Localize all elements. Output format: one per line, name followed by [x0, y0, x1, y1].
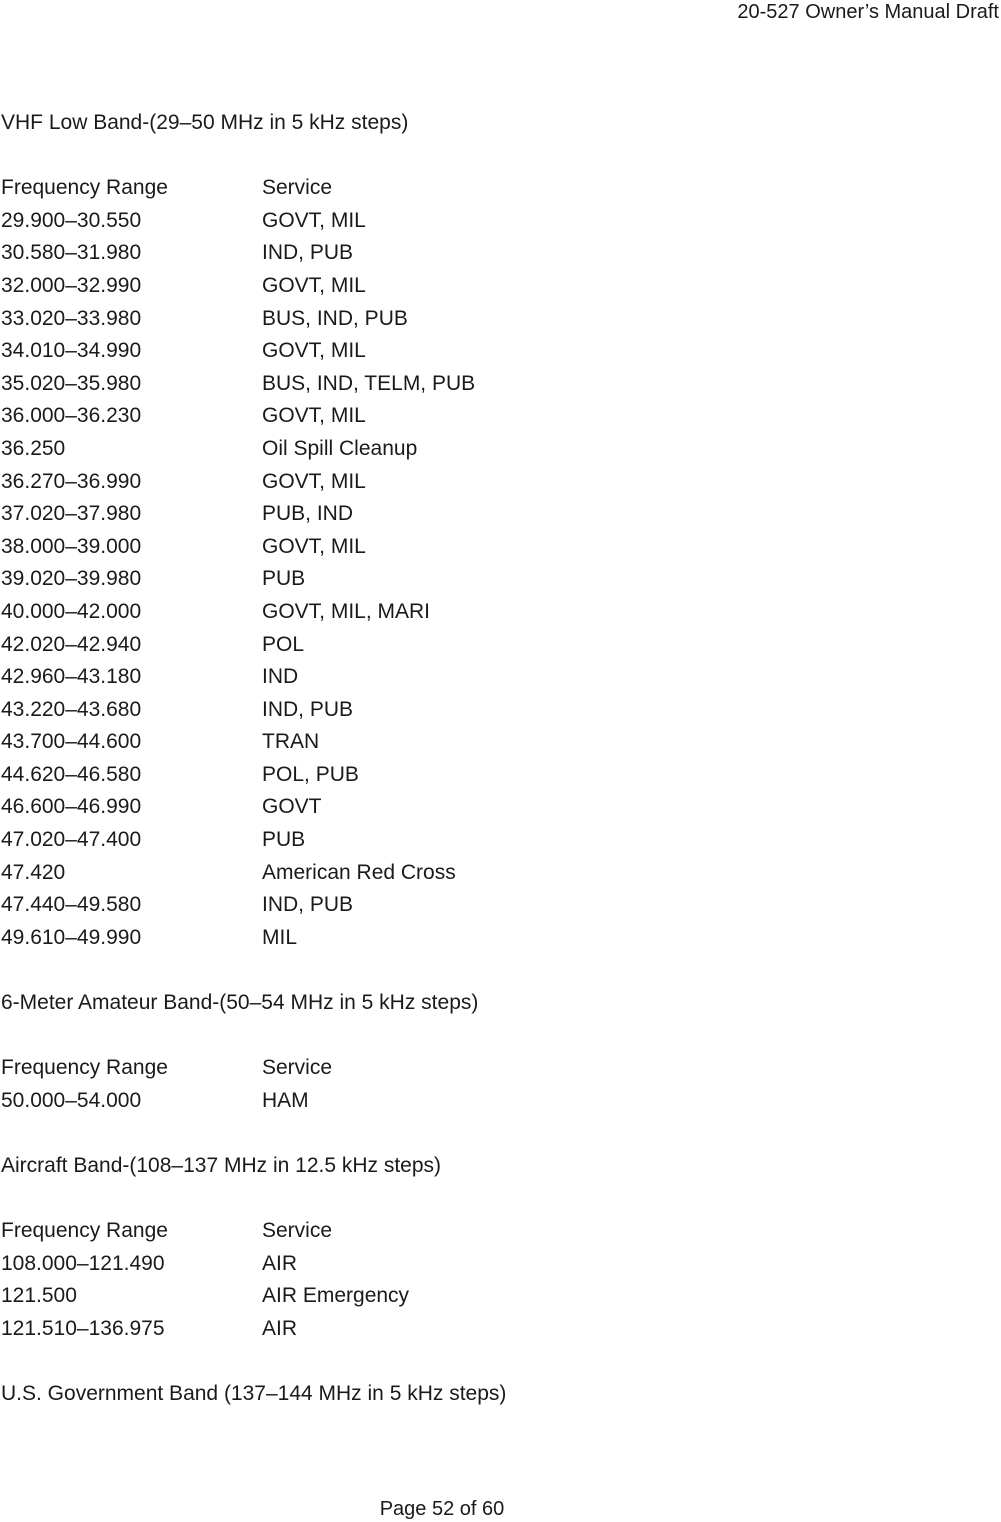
- service-cell: GOVT, MIL: [262, 273, 366, 297]
- page-number: Page 52 of 60: [379, 1498, 505, 1520]
- frequency-range-cell: 47.420: [1, 860, 66, 884]
- service-cell: MIL: [262, 925, 298, 949]
- table-row: [1, 241, 991, 274]
- service-cell: AIR: [262, 1251, 298, 1275]
- service-cell: IND: [262, 665, 299, 689]
- frequency-range-cell: 43.700–44.600: [1, 730, 142, 754]
- frequency-range-cell: 47.020–47.400: [1, 828, 142, 852]
- frequency-range-cell: 36.270–36.990: [1, 469, 142, 493]
- table-row: [1, 535, 991, 568]
- frequency-range-cell: 30.580–31.980: [1, 241, 142, 265]
- table-row: [1, 339, 991, 372]
- service-cell: GOVT, MIL: [262, 534, 366, 558]
- table-row: [1, 307, 991, 340]
- service-cell: AIR: [262, 1316, 298, 1340]
- column-header-service: Service: [262, 1056, 333, 1080]
- table-row: [1, 372, 991, 405]
- frequency-range-cell: 34.010–34.990: [1, 339, 142, 363]
- service-cell: GOVT, MIL: [262, 339, 366, 363]
- column-header-frequency: Frequency Range: [1, 176, 168, 200]
- service-cell: IND, PUB: [262, 241, 354, 265]
- section-title-vhf-low: VHF Low Band-(29–50 MHz in 5 kHz steps): [1, 111, 409, 134]
- service-cell: PUB: [262, 828, 306, 852]
- table-row: [1, 633, 991, 666]
- table-row: [1, 1284, 991, 1317]
- service-cell: BUS, IND, TELM, PUB: [262, 371, 476, 395]
- frequency-range-cell: 43.220–43.680: [1, 697, 142, 721]
- table-row: [1, 1317, 991, 1350]
- table-row: [1, 274, 991, 307]
- table-row: [1, 1252, 991, 1285]
- table-row: [1, 600, 991, 633]
- service-cell: IND, PUB: [262, 893, 354, 917]
- frequency-range-cell: 47.440–49.580: [1, 893, 142, 917]
- table-row: [1, 404, 991, 437]
- service-cell: POL, PUB: [262, 762, 359, 786]
- six-meter-table: [1, 1089, 991, 1122]
- frequency-range-cell: 42.020–42.940: [1, 632, 142, 656]
- service-cell: GOVT, MIL, MARI: [262, 599, 431, 623]
- table-row: [1, 470, 991, 503]
- column-header-frequency: Frequency Range: [1, 1219, 168, 1243]
- table-row: [1, 893, 991, 926]
- table-row: [1, 763, 991, 796]
- service-cell: PUB, IND: [262, 502, 354, 526]
- frequency-range-cell: 44.620–46.580: [1, 762, 142, 786]
- service-cell: Oil Spill Cleanup: [262, 436, 418, 460]
- service-cell: HAM: [262, 1088, 309, 1112]
- frequency-range-cell: 37.020–37.980: [1, 502, 142, 526]
- table-row: [1, 437, 991, 470]
- service-cell: American Red Cross: [262, 860, 456, 884]
- service-cell: TRAN: [262, 730, 320, 754]
- document-header: 20-527 Owner’s Manual Draft: [737, 1, 999, 23]
- table-row: [1, 730, 991, 763]
- table-row: [1, 567, 991, 600]
- frequency-range-cell: 49.610–49.990: [1, 925, 142, 949]
- section-title-us-government: U.S. Government Band (137–144 MHz in 5 kHz steps): [1, 1382, 507, 1406]
- table-row: [1, 795, 991, 828]
- table-row: [1, 828, 991, 861]
- vhf-low-table: [1, 209, 991, 959]
- table-row: [1, 698, 991, 731]
- frequency-range-cell: 36.250: [1, 436, 66, 460]
- frequency-range-cell: 121.510–136.975: [1, 1316, 165, 1340]
- column-header-service: Service: [262, 176, 333, 200]
- frequency-range-cell: 39.020–39.980: [1, 567, 142, 591]
- table-row: [1, 209, 991, 242]
- frequency-range-cell: 38.000–39.000: [1, 534, 142, 558]
- service-cell: BUS, IND, PUB: [262, 306, 408, 330]
- service-cell: GOVT, MIL: [262, 208, 366, 232]
- frequency-range-cell: 50.000–54.000: [1, 1088, 142, 1112]
- aircraft-table: [1, 1252, 991, 1350]
- frequency-range-cell: 29.900–30.550: [1, 208, 142, 232]
- table-header: [1, 1056, 991, 1089]
- frequency-range-cell: 42.960–43.180: [1, 665, 142, 689]
- table-header: [1, 176, 991, 209]
- service-cell: AIR Emergency: [262, 1284, 410, 1308]
- frequency-range-cell: 40.000–42.000: [1, 599, 142, 623]
- service-cell: IND, PUB: [262, 697, 354, 721]
- table-row: [1, 1089, 991, 1122]
- frequency-range-cell: 46.600–46.990: [1, 795, 142, 819]
- section-title-aircraft: Aircraft Band-(108–137 MHz in 12.5 kHz steps): [1, 1154, 442, 1177]
- service-cell: GOVT: [262, 795, 322, 819]
- section-title-six-meter: 6-Meter Amateur Band-(50–54 MHz in 5 kHz steps): [1, 991, 479, 1015]
- table-row: [1, 665, 991, 698]
- table-row: [1, 502, 991, 535]
- frequency-range-cell: 32.000–32.990: [1, 273, 142, 297]
- frequency-range-cell: 36.000–36.230: [1, 404, 142, 428]
- column-header-frequency: Frequency Range: [1, 1056, 168, 1080]
- document-body: [1, 111, 991, 1415]
- frequency-range-cell: 33.020–33.980: [1, 306, 142, 330]
- service-cell: GOVT, MIL: [262, 404, 366, 428]
- column-header-service: Service: [262, 1219, 333, 1243]
- frequency-range-cell: 108.000–121.490: [1, 1251, 165, 1275]
- table-row: [1, 861, 991, 894]
- service-cell: GOVT, MIL: [262, 469, 366, 493]
- service-cell: PUB: [262, 567, 306, 591]
- table-header: [1, 1219, 991, 1252]
- table-row: [1, 926, 991, 959]
- frequency-range-cell: 35.020–35.980: [1, 371, 142, 395]
- frequency-range-cell: 121.500: [1, 1284, 77, 1308]
- service-cell: POL: [262, 632, 305, 656]
